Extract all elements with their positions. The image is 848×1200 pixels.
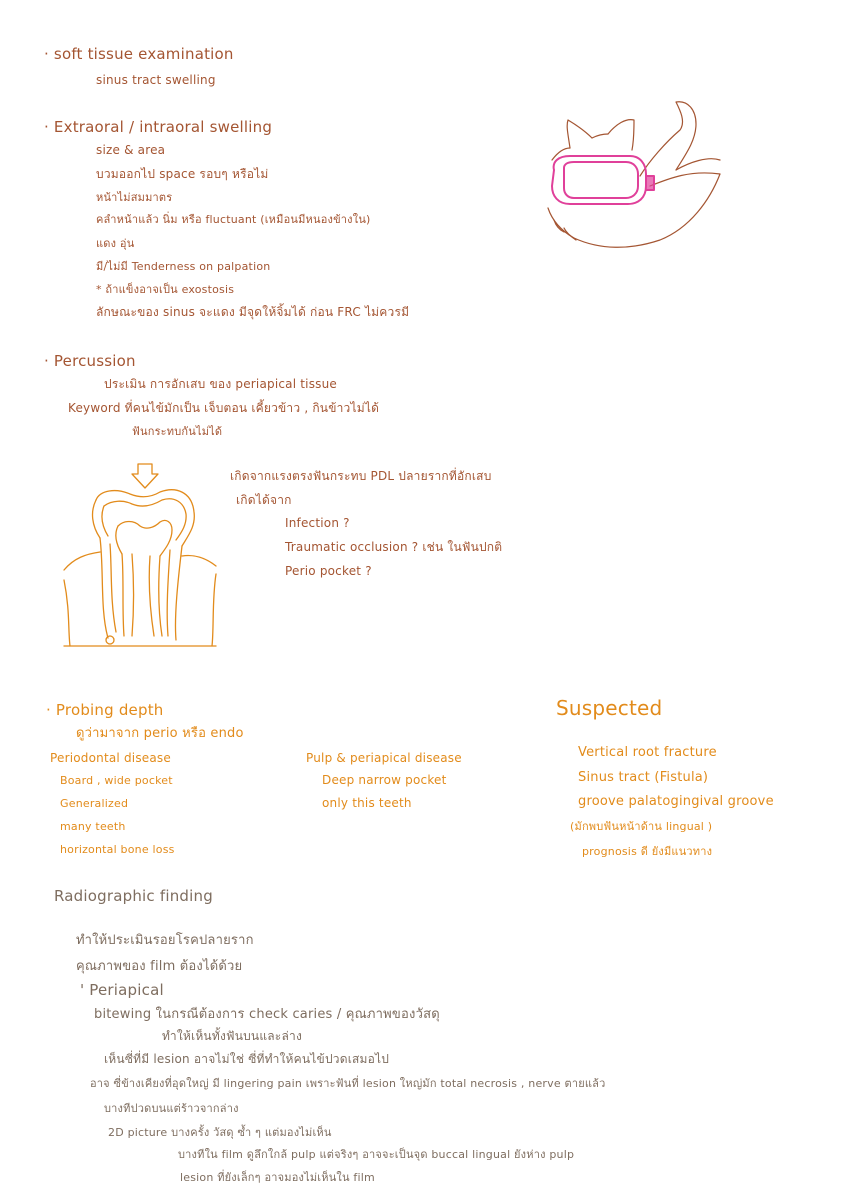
swelling-line: * ถ้าแข็งอาจเป็น exostosis (96, 283, 235, 296)
pulp-item: only this teeth (322, 796, 412, 810)
perio-item: many teeth (60, 820, 126, 833)
percussion-line: ฟันกระทบกันไม่ได้ (132, 425, 223, 438)
perio-item: Generalized (60, 797, 129, 810)
cause-item: Traumatic occlusion ? เช่น ในฟันปกติ (285, 540, 503, 554)
suspected-title: Suspected (556, 696, 663, 720)
radiographic-heading: Radiographic finding (54, 887, 213, 905)
tooth-cross-section-doodle (60, 460, 220, 655)
soft-tissue-sub: sinus tract swelling (96, 73, 216, 87)
swelling-line: บวมออกไป space รอบๆ หรือไม่ (96, 167, 269, 181)
percussion-line: ประเมิน การอักเสบ ของ periapical tissue (104, 377, 338, 391)
radio-line: ทำให้ประเมินรอยโรคปลายราก (76, 933, 254, 948)
radio-line: 2D picture บางครั้ง วัสดุ ซ้ำ ๆ แต่มองไม่เห็น (108, 1126, 332, 1139)
swelling-line: แดง อุ่น (96, 237, 135, 250)
swelling-line: หน้าไม่สมมาตร (96, 191, 173, 204)
suspected-item: groove palatogingival groove (578, 794, 774, 809)
probing-heading: · Probing depth (46, 701, 164, 719)
percussion-heading: · Percussion (44, 352, 136, 370)
swelling-line: size & area (96, 143, 166, 157)
cause-item: Perio pocket ? (285, 564, 372, 578)
pulp-title: Pulp & periapical disease (306, 751, 462, 765)
swelling-line: ลักษณะของ sinus จะแดง มีจุดให้จิ้มได้ ก่อน FRC ไม่ควรมี (96, 305, 410, 319)
cause-item: Infection ? (285, 516, 350, 530)
cause-title: เกิดจากแรงตรงฟันกระทบ PDL ปลายรากที่อักเสบ (230, 469, 492, 483)
perio-item: Board , wide pocket (60, 774, 173, 787)
swelling-line: มี/ไม่มี Tenderness on palpation (96, 260, 271, 273)
pulp-item: Deep narrow pocket (322, 773, 447, 787)
suspected-item: prognosis ดี ยังมีแนวทาง (582, 845, 713, 858)
swelling-heading: · Extraoral / intraoral swelling (44, 118, 273, 136)
radio-line: ' Periapical (80, 981, 164, 999)
radio-line: lesion ที่ยังเล็กๆ อาจมองไม่เห็นใน film (180, 1171, 375, 1184)
suspected-item: Vertical root fracture (578, 745, 717, 760)
perio-item: horizontal bone loss (60, 843, 175, 856)
radio-line: bitewing ในกรณีต้องการ check caries / คุณภาพของวัสดุ (94, 1007, 440, 1022)
radio-line: บางทีใน film ดูลึกใกล้ pulp แต่จริงๆ อาจจะเป็นจุด buccal lingual ยังห่าง pulp (178, 1148, 575, 1161)
radio-line: คุณภาพของ film ต้องได้ด้วย (76, 959, 243, 974)
radio-line: เห็นซี่ที่มี lesion อาจไม่ใช่ ซี่ที่ทำให้คนไข้ปวดเสมอไป (104, 1052, 390, 1066)
radio-line: อาจ ซี่ข้างเคียงที่อุดใหญ่ มี lingering pain เพราะฟันที่ lesion ใหญ่มัก total necrosis , nerve ตายแล้ว (90, 1077, 606, 1090)
suspected-item: Sinus tract (Fistula) (578, 770, 709, 785)
cat-goggles-doodle (530, 90, 740, 260)
radio-line: ทำให้เห็นทั้งฟันบนและล่าง (162, 1029, 303, 1043)
suspected-item: (มักพบฟันหน้าด้าน lingual ) (570, 820, 713, 833)
radio-line: บางทีปวดบนแต่ร้าวจากล่าง (104, 1102, 239, 1115)
cause-sub: เกิดได้จาก (236, 493, 292, 507)
percussion-keyword: Keyword ที่คนไข้มักเป็น เจ็บตอน เคี้ยวข้าว , กินข้าวไม่ได้ (68, 401, 380, 415)
perio-title: Periodontal disease (50, 751, 171, 765)
probing-sub: ดูว่ามาจาก perio หรือ endo (76, 726, 244, 741)
soft-tissue-heading: · soft tissue examination (44, 45, 234, 63)
swelling-line: คลำหน้าแล้ว นิ่ม หรือ fluctuant (เหมือนมีหนองข้างใน) (96, 213, 371, 226)
